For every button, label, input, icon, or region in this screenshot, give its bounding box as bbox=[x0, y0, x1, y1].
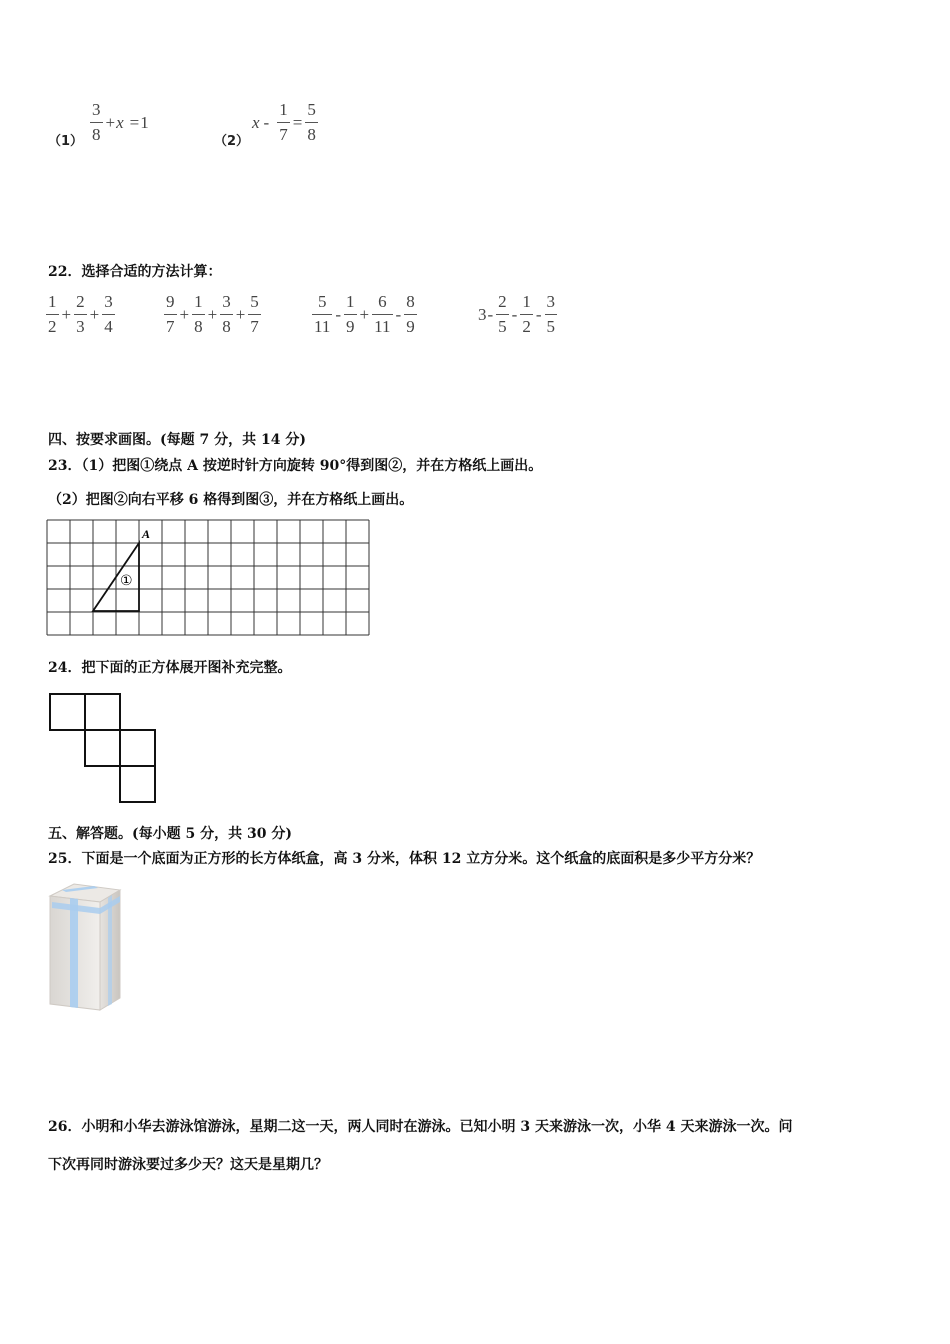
numerator: 5 bbox=[250, 292, 259, 311]
numerator: 3 bbox=[222, 292, 231, 311]
numerator: 1 bbox=[346, 292, 355, 311]
denominator: 7 bbox=[250, 317, 259, 336]
numerator: 3 bbox=[104, 292, 113, 311]
section4-heading: 四、按要求画图。(每题 7 分，共 14 分) bbox=[48, 432, 306, 448]
q22-title: 22．选择合适的方法计算： bbox=[48, 264, 222, 280]
q25-question: 25．下面是一个底面为正方形的长方体纸盒，高 3 分米，体积 12 立方分米。这个纸盒的底面积是多少平方分米？ bbox=[48, 851, 761, 867]
numerator: 1 bbox=[48, 292, 57, 311]
q26-question-line-1: 26．小明和小华去游泳馆游泳，星期二这一天，两人同时在游泳。已知小明 3 天来游泳一次，小华 4 天来游泳一次。问 bbox=[48, 1119, 793, 1135]
paper-box-image bbox=[44, 880, 126, 1014]
section5-heading: 五、解答题。(每小题 5 分，共 30 分) bbox=[48, 826, 292, 842]
numerator: 2 bbox=[498, 292, 507, 311]
denominator: 5 bbox=[546, 317, 556, 336]
operator: - bbox=[487, 304, 494, 324]
numerator: 3 bbox=[546, 292, 556, 311]
equals-sign: = bbox=[292, 112, 303, 132]
eq2-fraction-left bbox=[277, 100, 290, 145]
operator: - bbox=[511, 304, 518, 324]
net-square bbox=[85, 730, 120, 766]
denominator: 7 bbox=[279, 125, 288, 144]
denominator: 5 bbox=[498, 317, 507, 336]
net-square bbox=[120, 766, 155, 802]
q22-expression-2 bbox=[162, 292, 263, 337]
operator: + bbox=[105, 112, 116, 132]
cube-net-figure bbox=[48, 692, 158, 804]
eq2-expression bbox=[252, 100, 320, 145]
denominator: 8 bbox=[92, 125, 101, 144]
net-square bbox=[120, 730, 155, 766]
right-hand-side: 1 bbox=[140, 112, 149, 132]
variable-x: x bbox=[116, 112, 124, 132]
numerator: 1 bbox=[279, 100, 288, 119]
eq1-fraction bbox=[90, 100, 103, 145]
numerator: 6 bbox=[378, 292, 387, 311]
numerator: 3 bbox=[92, 100, 101, 119]
operator: + bbox=[61, 304, 72, 324]
q24-instruction: 24．把下面的正方体展开图补充完整。 bbox=[48, 660, 292, 676]
operator: - bbox=[395, 304, 402, 324]
numerator: 2 bbox=[76, 292, 85, 311]
eq1-label: （1） bbox=[48, 134, 84, 149]
denominator: 9 bbox=[406, 317, 415, 336]
q22-expression-3 bbox=[310, 292, 419, 337]
denominator: 2 bbox=[522, 317, 531, 336]
point-a-label: A bbox=[142, 527, 151, 541]
numerator: 5 bbox=[307, 100, 316, 119]
eq2-fraction-right bbox=[305, 100, 318, 145]
denominator: 2 bbox=[48, 317, 57, 336]
q23-instruction-2: （2）把图②向右平移 6 格得到图③，并在方格纸上画出。 bbox=[48, 492, 414, 508]
q22-expression-1 bbox=[44, 292, 117, 337]
net-square bbox=[50, 694, 85, 730]
operator: + bbox=[235, 304, 246, 324]
operator: - bbox=[263, 112, 270, 132]
leading-number: 3 bbox=[478, 304, 487, 324]
numerator: 8 bbox=[406, 292, 415, 311]
denominator: 11 bbox=[314, 317, 331, 336]
figure-1-label: ① bbox=[120, 573, 133, 589]
numerator: 9 bbox=[166, 292, 175, 311]
grid-lines bbox=[47, 520, 369, 635]
numerator: 5 bbox=[317, 292, 327, 311]
numerator: 1 bbox=[522, 292, 531, 311]
denominator: 8 bbox=[194, 317, 203, 336]
denominator: 4 bbox=[104, 317, 113, 336]
net-square bbox=[85, 694, 120, 730]
denominator: 7 bbox=[166, 317, 175, 336]
q23-instruction-1: 23．（1）把图①绕点 A 按逆时针方向旋转 90°得到图②，并在方格纸上画出。 bbox=[48, 458, 543, 474]
denominator: 8 bbox=[222, 317, 231, 336]
operator: - bbox=[335, 304, 342, 324]
grid-paper bbox=[46, 519, 370, 639]
operator: + bbox=[207, 304, 218, 324]
numerator: 1 bbox=[194, 292, 203, 311]
denominator: 3 bbox=[76, 317, 85, 336]
eq2-label: （2） bbox=[214, 134, 250, 149]
eq1-expression bbox=[88, 100, 149, 145]
variable-x: x bbox=[252, 112, 260, 132]
operator: + bbox=[179, 304, 190, 324]
equals-sign: = bbox=[129, 112, 140, 132]
denominator: 9 bbox=[346, 317, 355, 336]
q26-question-line-2: 下次再同时游泳要过多少天？这天是星期几？ bbox=[48, 1157, 328, 1173]
operator: - bbox=[535, 304, 542, 324]
denominator: 8 bbox=[307, 125, 316, 144]
q22-expression-4 bbox=[478, 292, 559, 337]
operator: + bbox=[89, 304, 100, 324]
denominator: 11 bbox=[374, 317, 391, 336]
operator: + bbox=[359, 304, 370, 324]
